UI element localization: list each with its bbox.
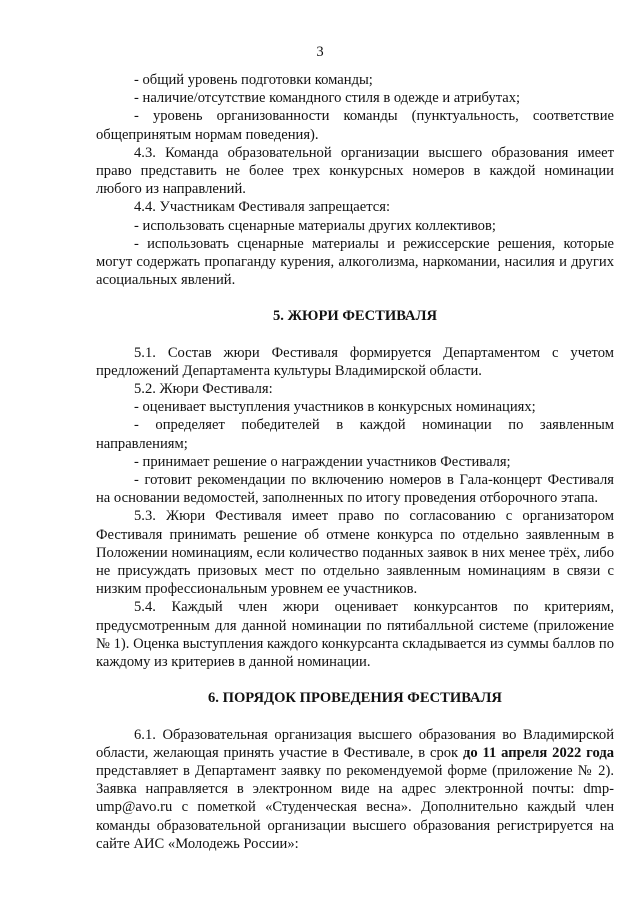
paragraph-4-3: 4.3. Команда образовательной организации высшего образования имеет право представить не более трех конкурсных номеров в каждой номинации любого из направлений. xyxy=(96,144,614,198)
deadline-date: до 11 апреля 2022 года xyxy=(463,744,615,761)
paragraph-4-4: 4.4. Участникам Фестиваля запрещается: xyxy=(134,199,391,216)
page-number: 3 xyxy=(316,44,324,60)
paragraph-6-1 xyxy=(96,726,614,853)
list-item: - оценивает выступления участников в конкурсных номинациях; xyxy=(134,399,536,416)
paragraph-5-4: 5.4. Каждый член жюри оценивает конкурсантов по критериям, предусмотренным для данной номинации по пятибалльной системе (приложение № 1). Оценка выступления каждого конкурсанта складывается из суммы баллов по каждому из критериев в данной номинации. xyxy=(96,599,614,671)
list-item: - готовит рекомендации по включению номеров в Гала-концерт Фестиваля на основании ведомостей, заполненных по итогу проведения отборочного этапа. xyxy=(96,472,614,507)
section-heading-6: 6. ПОРЯДОК ПРОВЕДЕНИЯ ФЕСТИВАЛЯ xyxy=(208,690,502,707)
paragraph-5-2: 5.2. Жюри Фестиваля: xyxy=(134,381,273,398)
list-item: - принимает решение о награждении участников Фестиваля; xyxy=(134,453,511,470)
paragraph-5-3: 5.3. Жюри Фестиваля имеет право по согласованию с организатором Фестиваля принимать решение об отмене конкурса по отдельно заявленным в Положении номинациям, если количество поданных заявок в них менее трёх, либо не присуждать призовых мест по отдельно заявленным номинациям в связи с низким профессиональным уровнем ее участников. xyxy=(96,508,614,598)
list-item: - использовать сценарные материалы других коллективов; xyxy=(134,217,496,234)
list-item: - наличие/отсутствие командного стиля в одежде и атрибутах; xyxy=(134,90,521,107)
document-body xyxy=(96,71,614,853)
paragraph-6-1-start: 6.1. Образовательная организация высшего образования во Владимирской области, желающая принять участие в Фестивале, в срок xyxy=(96,726,614,761)
section-heading-5: 5. ЖЮРИ ФЕСТИВАЛЯ xyxy=(272,308,438,325)
paragraph-5-1: 5.1. Состав жюри Фестиваля формируется Департаментом с учетом предложений Департамента культуры Владимирской области. xyxy=(96,344,614,379)
list-item: - определяет победителей в каждой номинации по заявленным направлениям; xyxy=(96,417,614,452)
list-item: - общий уровень подготовки команды; xyxy=(134,72,373,88)
list-item: - уровень организованности команды (пунктуальность, соответствие общепринятым нормам поведения). xyxy=(96,108,614,143)
list-item: - использовать сценарные материалы и режиссерские решения, которые могут содержать пропаганду курения, алкоголизма, наркомании, насилия и других асоциальных явлений. xyxy=(96,235,614,289)
paragraph-6-1-end: представляет в Департамент заявку по рекомендуемой форме (приложение № 2). Заявка направляется в электронном виде на адрес электронной почты: dmp-ump@avo.ru с пометкой «Студенческая весна». Дополнительно каждый член команды образовательной организации высшего образования регистрируется на сайте АИС «Молодежь России»: xyxy=(96,762,614,852)
